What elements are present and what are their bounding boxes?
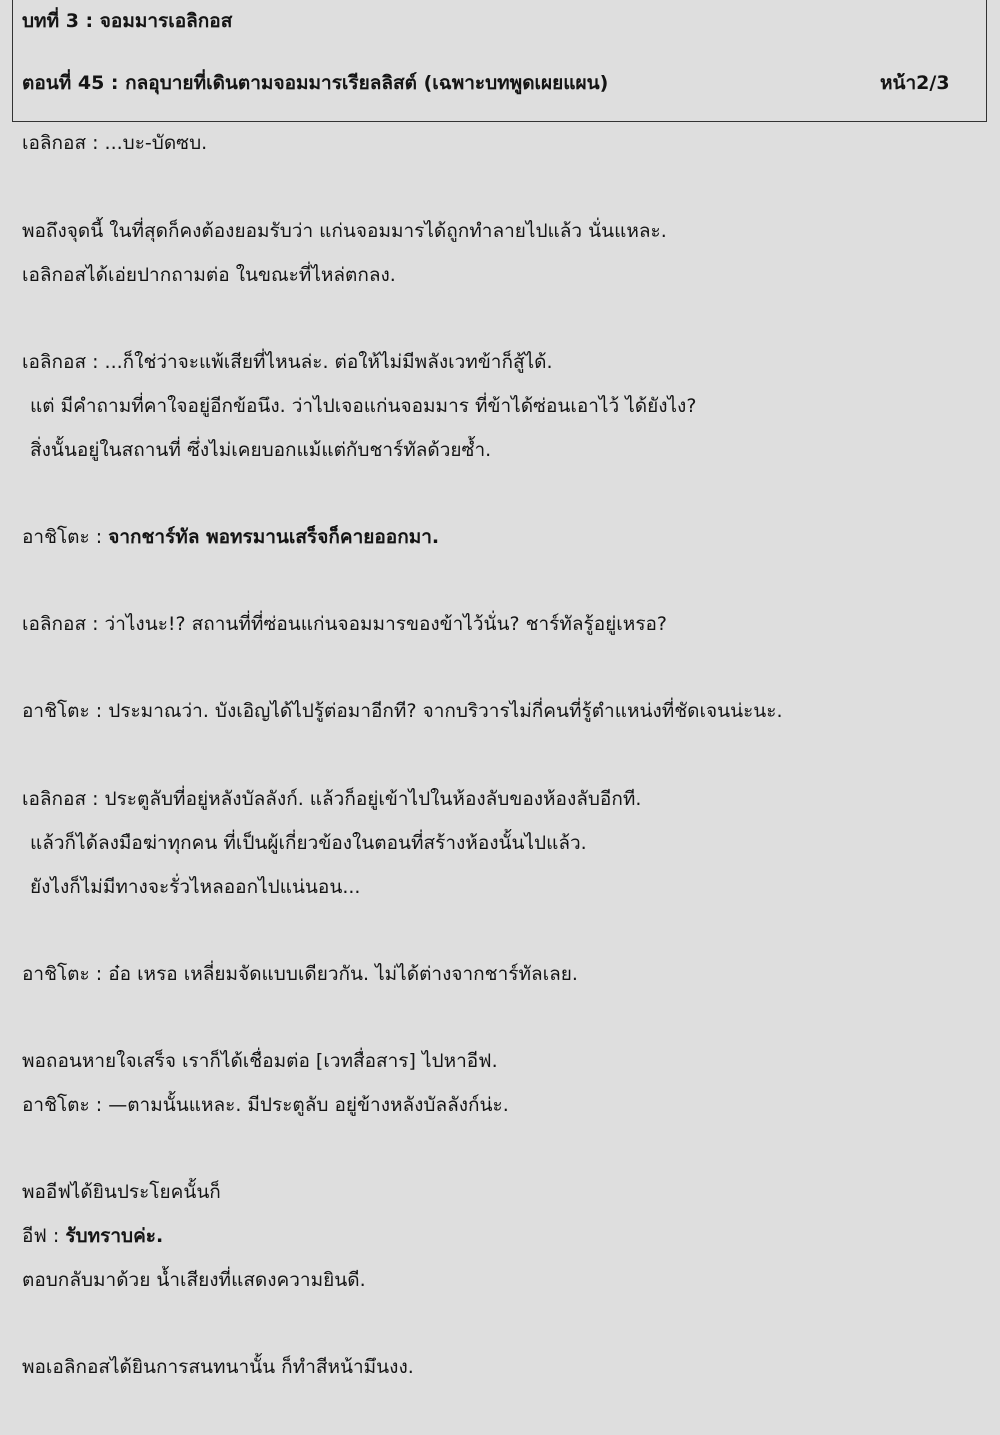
text-line: พอเอลิกอสได้ยินการสนทนานั้น ก็ทำสีหน้ามึนงง. <box>22 1356 414 1378</box>
text-line: เอลิกอส : ว่าไงนะ!? สถานที่ที่ซ่อนแก่นจอมมารของข้าไว้นั่น? ชาร์ทัลรู้อยู่เหรอ? <box>22 613 668 635</box>
text-line: พอถึงจุดนี้ ในที่สุดก็คงต้องยอมรับว่า แก่นจอมมารได้ถูกทำลายไปแล้ว นั่นแหละ. <box>22 220 667 242</box>
text-line: อาชิโตะ : อ๋อ เหรอ เหลี่ยมจัดแบบเดียวกัน. ไม่ได้ต่างจากชาร์ทัลเลย. <box>22 963 578 985</box>
text-line: สิ่งนั้นอยู่ในสถานที่ ซึ่งไม่เคยบอกแม้แต่กับชาร์ทัลด้วยซ้ำ. <box>30 439 492 461</box>
page-number: หน้า2/3 <box>880 72 950 94</box>
dialogue-line <box>22 1223 163 1249</box>
text-line: อาชิโตะ : ประมาณว่า. บังเอิญได้ไปรู้ต่อมาอีกที? จากบริวารไม่กี่คนที่รู้ตำแหน่งที่ชัดเจนน่ะนะ. <box>22 700 783 722</box>
episode-title: ตอนที่ 45 : กลอุบายที่เดินตามจอมมารเรียลลิสต์ (เฉพาะบทพูดเผยแผน) <box>22 72 609 94</box>
text-line: ตอบกลับมาด้วย น้ำเสียงที่แสดงความยินดี. <box>22 1269 366 1291</box>
text-line: เอลิกอส : ...บะ-บัดซบ. <box>22 132 208 154</box>
text-line: เอลิกอส : ประตูลับที่อยู่หลังบัลลังก์. แล้วก็อยู่เข้าไปในห้องลับของห้องลับอีกที. <box>22 788 642 810</box>
dialogue-line <box>22 524 439 550</box>
emphasized-text: จากชาร์ทัล พอทรมานเสร็จก็คายออกมา. <box>108 526 440 548</box>
text-line: เอลิกอส : ...ก็ใช่ว่าจะแพ้เสียที่ไหนล่ะ. ต่อให้ไม่มีพลังเวทข้าก็สู้ได้. <box>22 351 553 373</box>
speaker-label: อาชิโตะ : <box>22 526 109 548</box>
text-line: แล้วก็ได้ลงมือฆ่าทุกคน ที่เป็นผู้เกี่ยวข้องในตอนที่สร้างห้องนั้นไปแล้ว. <box>30 832 587 854</box>
speaker-label: อีฟ : <box>22 1225 66 1247</box>
text-line: เอลิกอสได้เอ่ยปากถามต่อ ในขณะที่ไหล่ตกลง. <box>22 264 396 286</box>
text-line: พออีฟได้ยินประโยคนั้นก็ <box>22 1181 221 1203</box>
text-line: แต่ มีคำถามที่คาใจอยู่อีกข้อนึง. ว่าไปเจอแก่นจอมมาร ที่ข้าได้ซ่อนเอาไว้ ได้ยังไง? <box>30 395 697 417</box>
text-line: พอถอนหายใจเสร็จ เราก็ได้เชื่อมต่อ [เวทสื่อสาร] ไปหาอีฟ. <box>22 1050 498 1072</box>
emphasized-text: รับทราบค่ะ. <box>65 1225 164 1247</box>
text-line: อาชิโตะ : —ตามนั้นแหละ. มีประตูลับ อยู่ข้างหลังบัลลังก์น่ะ. <box>22 1094 509 1116</box>
text-line: ยังไงก็ไม่มีทางจะรั่วไหลออกไปแน่นอน... <box>30 876 361 898</box>
chapter-title: บทที่ 3 : จอมมารเอลิกอส <box>22 10 233 32</box>
